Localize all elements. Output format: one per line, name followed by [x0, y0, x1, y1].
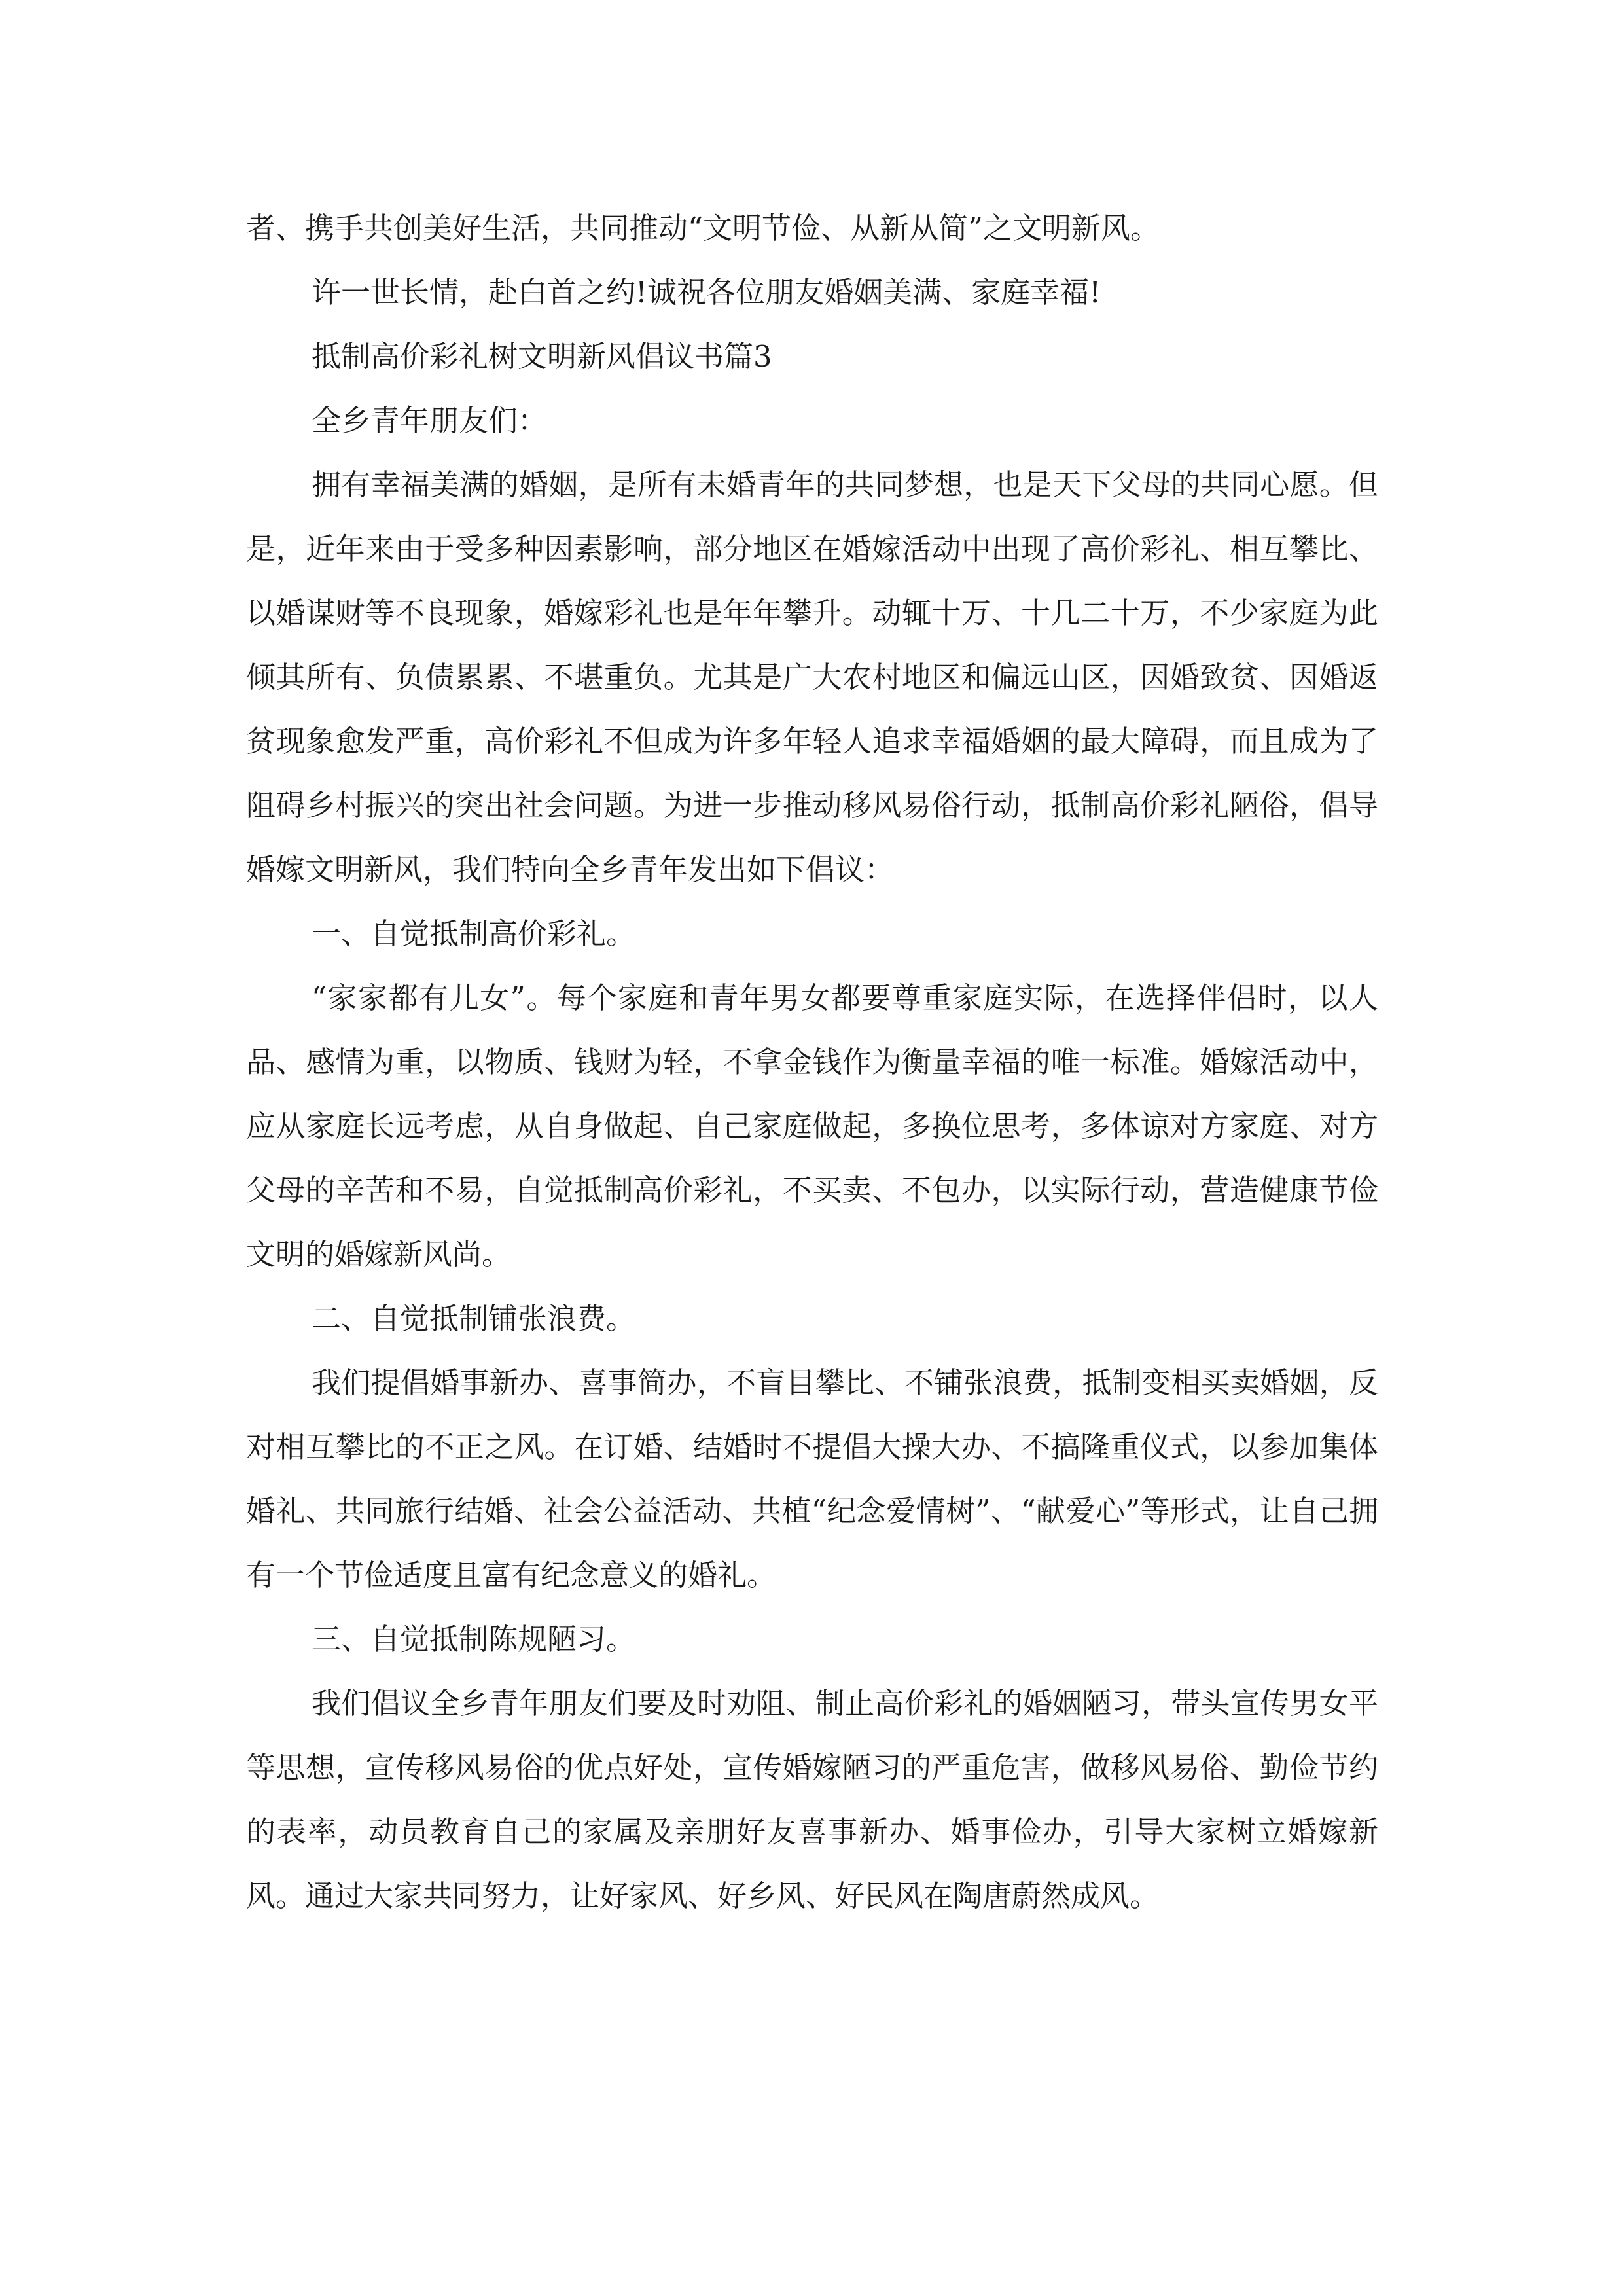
document-body [246, 196, 1378, 1928]
paragraph-continuation: 者、携手共创美好生活，共同推动“文明节俭、从新从简”之文明新风。 [246, 211, 1160, 245]
paragraph-blessing: 许一世长情，赴白首之约!诚祝各位朋友婚姻美满、家庭幸福! [312, 275, 1101, 310]
heading-point-1: 一、自觉抵制高价彩礼。 [312, 916, 636, 951]
paragraph-point-2: 我们提倡婚事新办、喜事简办，不盲目攀比、不铺张浪费，抵制变相买卖婚姻，反对相互攀比的不正之风。在订婚、结婚时不提倡大操大办、不搞隆重仪式，以参加集体婚礼、共同旅行结婚、社会公益活动、共植“纪念爱情树”、“献爱心”等形式，让自己拥有一个节俭适度且富有纪念意义的婚礼。 [246, 1365, 1378, 1592]
paragraph-point-1: “家家都有儿女”。每个家庭和青年男女都要尊重家庭实际，在选择伴侣时，以人品、感情为重，以物质、钱财为轻，不拿金钱作为衡量幸福的唯一标准。婚嫁活动中，应从家庭长远考虑，从自身做起、自己家庭做起，多换位思考，多体谅对方家庭、对方父母的辛苦和不易，自觉抵制高价彩礼，不买卖、不包办，以实际行动，营造健康节俭文明的婚嫁新风尚。 [246, 980, 1378, 1272]
heading-point-3: 三、自觉抵制陈规陋习。 [312, 1622, 636, 1657]
salutation: 全乡青年朋友们： [312, 403, 548, 438]
section-title: 抵制高价彩礼树文明新风倡议书篇3 [312, 339, 772, 374]
paragraph-point-3: 我们倡议全乡青年朋友们要及时劝阻、制止高价彩礼的婚姻陋习，带头宣传男女平等思想，宣传移风易俗的优点好处，宣传婚嫁陋习的严重危害，做移风易俗、勤俭节约的表率，动员教育自己的家属及亲朋好友喜事新办、婚事俭办，引导大家树立婚嫁新风。通过大家共同努力，让好家风、好乡风、好民风在陶唐蔚然成风。 [246, 1686, 1378, 1913]
paragraph-intro: 拥有幸福美满的婚姻，是所有未婚青年的共同梦想，也是天下父母的共同心愿。但是，近年来由于受多种因素影响，部分地区在婚嫁活动中出现了高价彩礼、相互攀比、以婚谋财等不良现象，婚嫁彩礼也是年年攀升。动辄十万、十几二十万，不少家庭为此倾其所有、负债累累、不堪重负。尤其是广大农村地区和偏远山区，因婚致贫、因婚返贫现象愈发严重，高价彩礼不但成为许多年轻人追求幸福婚姻的最大障碍，而且成为了阻碍乡村振兴的突出社会问题。为进一步推动移风易俗行动，抵制高价彩礼陋俗，倡导婚嫁文明新风，我们特向全乡青年发出如下倡议： [246, 467, 1378, 887]
heading-point-2: 二、自觉抵制铺张浪费。 [312, 1301, 636, 1336]
